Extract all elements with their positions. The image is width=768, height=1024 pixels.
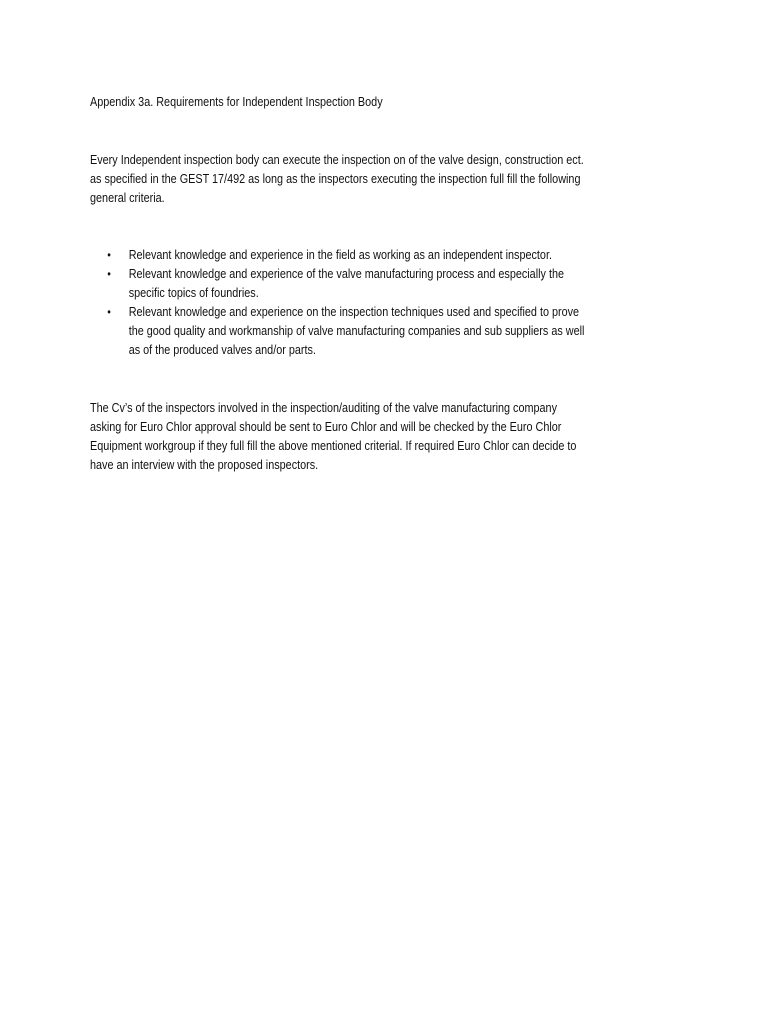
- bullet-icon: •: [107, 248, 111, 262]
- bullet-line: Relevant knowledge and experience of the valve manufacturing process and especially the: [128, 267, 565, 281]
- paragraph-line: have an interview with the proposed inspectors.: [90, 458, 319, 472]
- document-title: Appendix 3a. Requirements for Independent Inspection Body: [90, 95, 383, 109]
- paragraph-line: asking for Euro Chlor approval should be sent to Euro Chlor and will be checked by the Euro Chlor: [90, 420, 562, 434]
- criteria-bullet-list: [90, 246, 606, 360]
- paragraph-line: The Cv’s of the inspectors involved in the inspection/auditing of the valve manufacturing company: [90, 401, 557, 415]
- bullet-icon: •: [107, 305, 111, 319]
- closing-paragraph: [90, 399, 576, 475]
- bullet-item: [90, 303, 606, 360]
- intro-paragraph: [90, 151, 584, 208]
- bullet-item: [90, 246, 606, 265]
- paragraph-line: Every Independent inspection body can execute the inspection on of the valve design, construction ect.: [90, 153, 584, 167]
- bullet-line: specific topics of foundries.: [128, 286, 259, 300]
- bullet-line: the good quality and workmanship of valve manufacturing companies and sub suppliers as well: [128, 324, 585, 338]
- paragraph-line: general criteria.: [90, 191, 165, 205]
- bullet-line: Relevant knowledge and experience in the field as working as an independent inspector.: [128, 248, 552, 262]
- bullet-line: Relevant knowledge and experience on the inspection techniques used and specified to prove: [128, 305, 580, 319]
- bullet-line: as of the produced valves and/or parts.: [128, 343, 316, 357]
- paragraph-line: Equipment workgroup if they full fill the above mentioned criterial. If required Euro Chlor can decide to: [90, 439, 577, 453]
- bullet-icon: •: [107, 267, 111, 281]
- bullet-item: [90, 265, 606, 303]
- paragraph-line: as specified in the GEST 17/492 as long as the inspectors executing the inspection full fill the following: [90, 172, 581, 186]
